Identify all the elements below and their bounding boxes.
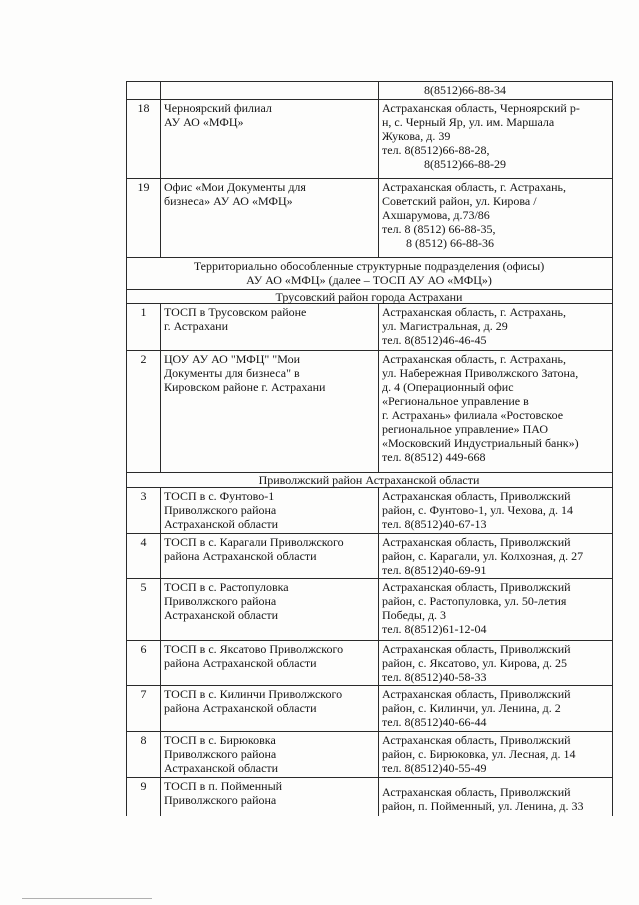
row-number: 1 bbox=[140, 305, 147, 319]
district-header: Трусовский район города Астрахани bbox=[275, 290, 463, 304]
address-line: тел. 8(8512)40-69-91 bbox=[382, 563, 487, 577]
name-line: АУ АО «МФЦ» bbox=[164, 115, 244, 129]
address-cell bbox=[382, 785, 612, 813]
address-line: тел. 8(8512)40-58-33 bbox=[382, 670, 487, 684]
name-line: Астраханской области bbox=[164, 608, 279, 622]
address-line: 8(8512)66-88-34 bbox=[424, 83, 506, 97]
address-cell bbox=[382, 101, 612, 171]
name-line: Приволжского района bbox=[164, 793, 277, 807]
row-divider bbox=[126, 578, 612, 579]
office-name bbox=[164, 580, 376, 622]
name-line: района Астраханской области bbox=[164, 701, 317, 715]
address-line: д. 4 (Операционный офис bbox=[382, 380, 514, 394]
address-line: район, п. Пойменный, ул. Ленина, д. 33 bbox=[382, 799, 584, 813]
row-divider bbox=[126, 533, 612, 534]
name-line: Приволжского района bbox=[164, 503, 277, 517]
address-line: Астраханская область, г. Астрахань, bbox=[382, 305, 567, 319]
name-line: Приволжского района bbox=[164, 747, 277, 761]
address-line: Астраханская область, г. Астрахань, bbox=[382, 352, 567, 366]
footer-rule bbox=[22, 898, 152, 899]
column-divider bbox=[378, 81, 379, 257]
address-line: Астраханская область, Приволжский bbox=[382, 785, 571, 799]
address-cell bbox=[382, 642, 612, 684]
address-cell bbox=[382, 580, 612, 636]
row-number: 3 bbox=[140, 489, 147, 503]
name-line: г. Астрахани bbox=[164, 319, 228, 333]
office-name bbox=[164, 489, 376, 531]
address-line: г. Астрахань» филиала «Ростовское bbox=[382, 408, 564, 422]
address-line: район, с. Фунтово-1, ул. Чехова, д. 14 bbox=[382, 503, 573, 517]
row-number: 18 bbox=[137, 101, 150, 115]
row-divider bbox=[126, 99, 612, 100]
address-cell bbox=[382, 687, 612, 729]
row-divider bbox=[126, 350, 612, 351]
name-line: района Астраханской области bbox=[164, 549, 317, 563]
address-line: тел. 8(8512) 449-668 bbox=[382, 450, 486, 464]
row-divider bbox=[126, 178, 612, 179]
address-line: ул. Набережная Приволжского Затона, bbox=[382, 366, 579, 380]
name-line: ТОСП в с. Килинчи Приволжского bbox=[164, 687, 343, 701]
name-line: района Астраханской области bbox=[164, 656, 317, 670]
address-line: Жукова, д. 39 bbox=[382, 129, 451, 143]
name-line: ТОСП в с. Фунтово-1 bbox=[164, 489, 275, 503]
office-name bbox=[164, 535, 376, 563]
address-line: тел. 8(8512)40-66-44 bbox=[382, 715, 487, 729]
address-line: тел. 8(8512)40-67-13 bbox=[382, 517, 487, 531]
address-line: тел. 8(8512)40-55-49 bbox=[382, 761, 487, 775]
address-line: тел. 8(8512)46-46-45 bbox=[382, 333, 487, 347]
name-line: бизнеса» АУ АО «МФЦ» bbox=[164, 194, 293, 208]
column-divider bbox=[160, 303, 161, 472]
name-line: ТОСП в п. Пойменный bbox=[164, 779, 283, 793]
row-number: 2 bbox=[140, 352, 147, 366]
office-name bbox=[164, 101, 376, 129]
column-divider bbox=[378, 487, 379, 816]
name-line: Астраханской области bbox=[164, 761, 279, 775]
row-divider bbox=[126, 777, 612, 778]
address-cell bbox=[382, 305, 612, 347]
address-line: Астраханская область, г. Астрахань, bbox=[382, 180, 567, 194]
name-line: Офис «Мои Документы для bbox=[164, 180, 306, 194]
address-line: Астраханская область, Приволжский bbox=[382, 733, 571, 747]
section-header bbox=[126, 259, 612, 287]
name-line: ТОСП в с. Растопуловка bbox=[164, 580, 289, 594]
name-line: ТОСП в Трусовском районе bbox=[164, 305, 307, 319]
office-name bbox=[164, 642, 376, 670]
name-line: ТОСП в с. Карагали Приволжского bbox=[164, 535, 344, 549]
row-divider bbox=[126, 731, 612, 732]
address-cell bbox=[382, 733, 612, 775]
row-divider bbox=[126, 685, 612, 686]
name-line: Черноярский филиал bbox=[164, 101, 272, 115]
address-line: район, с. Бирюковка, ул. Лесная, д. 14 bbox=[382, 747, 576, 761]
column-divider bbox=[378, 303, 379, 472]
district-header: Приволжский район Астраханской области bbox=[258, 473, 480, 487]
address-cell bbox=[382, 352, 612, 464]
address-line: Астраханская область, Черноярский р- bbox=[382, 101, 580, 115]
row-divider bbox=[126, 487, 612, 488]
address-line: «Московский Индустриальный банк») bbox=[382, 436, 579, 450]
address-cell bbox=[382, 83, 612, 97]
address-line: Ахшарумова, д.73/86 bbox=[382, 208, 490, 222]
office-name bbox=[164, 180, 376, 208]
address-line: тел. 8(8512)61-12-04 bbox=[382, 622, 487, 636]
row-number: 9 bbox=[140, 779, 147, 793]
name-line: Документы для бизнеса" в bbox=[164, 366, 300, 380]
row-number: 7 bbox=[140, 687, 147, 701]
office-name bbox=[164, 733, 376, 775]
row-number: 8 bbox=[140, 733, 147, 747]
office-name bbox=[164, 779, 376, 807]
address-line: район, с. Растопуловка, ул. 50-летия bbox=[382, 594, 567, 608]
row-number: 19 bbox=[137, 180, 150, 194]
name-line: Астраханской области bbox=[164, 517, 279, 531]
address-line: Астраханская область, Приволжский bbox=[382, 535, 571, 549]
section-header-line: АУ АО «МФЦ» (далее – ТОСП АУ АО «МФЦ») bbox=[246, 273, 492, 287]
address-line: н, с. Черный Яр, ул. им. Маршала bbox=[382, 115, 555, 129]
address-line: тел. 8(8512)66-88-28, bbox=[382, 143, 490, 157]
office-name bbox=[164, 352, 376, 394]
table-border-right bbox=[612, 81, 613, 816]
column-divider bbox=[160, 81, 161, 257]
row-divider bbox=[126, 257, 612, 258]
address-line: 8(8512)66-88-29 bbox=[424, 157, 506, 171]
name-line: ТОСП в с. Бирюковка bbox=[164, 733, 276, 747]
address-cell bbox=[382, 535, 612, 577]
address-line: региональное управление» ПАО bbox=[382, 422, 549, 436]
name-line: ТОСП в с. Яксатово Приволжского bbox=[164, 642, 344, 656]
address-line: тел. 8 (8512) 66-88-35, bbox=[382, 222, 496, 236]
address-line: район, с. Килинчи, ул. Ленина, д. 2 bbox=[382, 701, 561, 715]
address-line: Победы, д. 3 bbox=[382, 608, 447, 622]
row-number: 6 bbox=[140, 642, 147, 656]
column-divider bbox=[160, 487, 161, 816]
row-number: 5 bbox=[140, 580, 147, 594]
address-line: Астраханская область, Приволжский bbox=[382, 687, 571, 701]
name-line: Кировском районе г. Астрахани bbox=[164, 380, 326, 394]
address-cell bbox=[382, 489, 612, 531]
address-line: ул. Магистральная, д. 29 bbox=[382, 319, 508, 333]
table-border-top bbox=[126, 81, 612, 82]
address-line: Астраханская область, Приволжский bbox=[382, 580, 571, 594]
name-line: ЦОУ АУ АО "МФЦ" "Мои bbox=[164, 352, 300, 366]
address-line: Астраханская область, Приволжский bbox=[382, 642, 571, 656]
address-line: Советский район, ул. Кирова / bbox=[382, 194, 537, 208]
address-line: район, с. Яксатово, ул. Кирова, д. 25 bbox=[382, 656, 568, 670]
row-number: 4 bbox=[140, 535, 147, 549]
office-name bbox=[164, 687, 376, 715]
address-line: район, с. Карагали, ул. Колхозная, д. 27 bbox=[382, 549, 584, 563]
address-line: Астраханская область, Приволжский bbox=[382, 489, 571, 503]
address-line: «Региональное управление в bbox=[382, 394, 529, 408]
address-cell bbox=[382, 180, 612, 250]
row-divider bbox=[126, 640, 612, 641]
office-name bbox=[164, 305, 376, 333]
address-line: 8 (8512) 66-88-36 bbox=[406, 236, 494, 250]
name-line: Приволжского района bbox=[164, 594, 277, 608]
section-header-line: Территориально обособленные структурные подразделения (офисы) bbox=[193, 259, 545, 273]
